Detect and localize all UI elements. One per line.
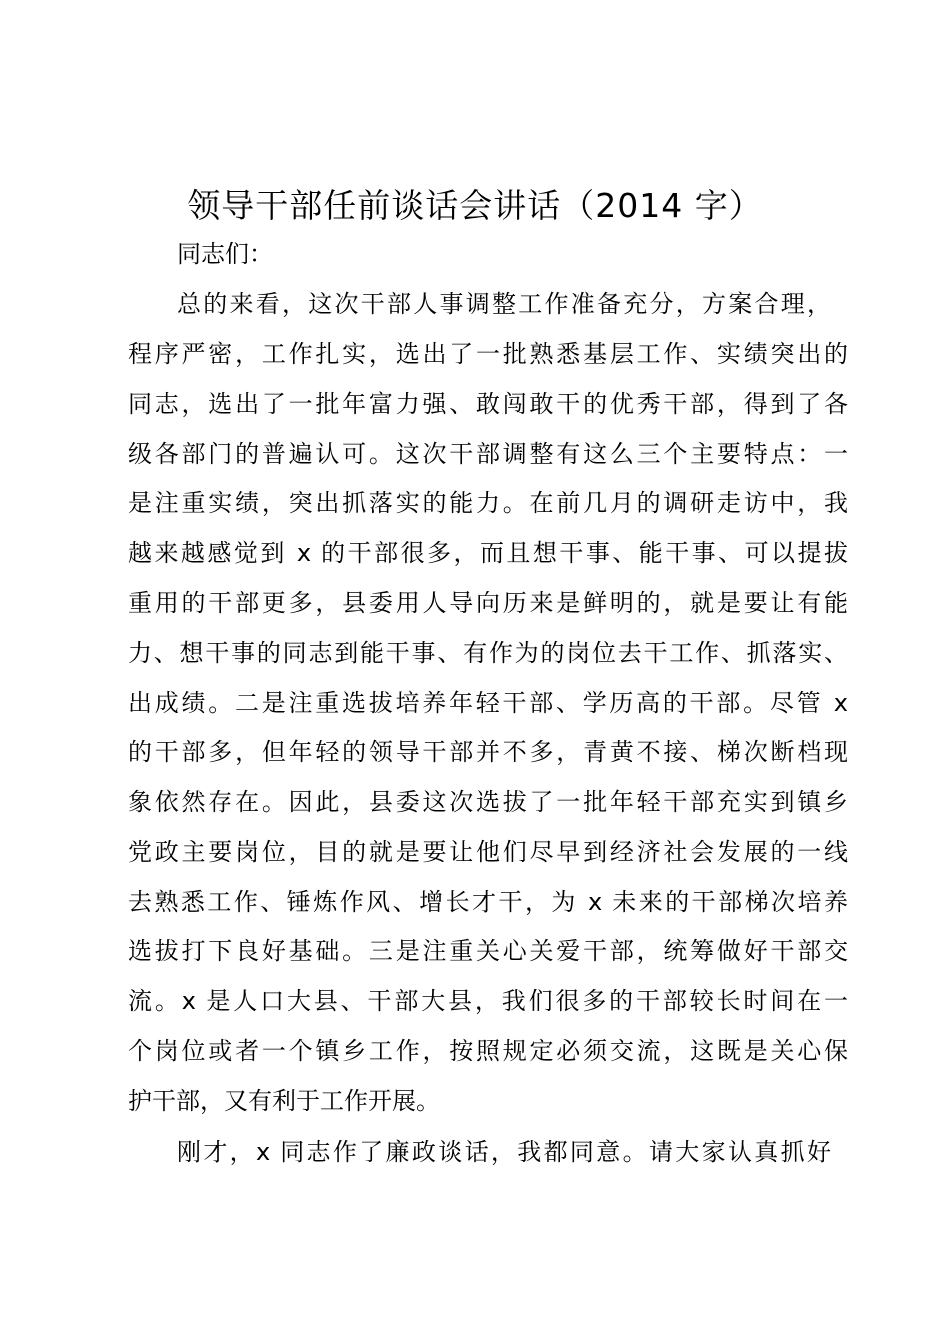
- paragraph-line: 党政主要岗位，目的就是要让他们尽早到经济社会发展的一线: [128, 838, 848, 866]
- paragraph-line: 出成绩。二是注重选拔培养年轻干部、学历高的干部。尽管 x: [128, 689, 848, 717]
- paragraph-line: 力、想干事的同志到能干事、有作为的岗位去干工作、抓落实、: [128, 639, 848, 667]
- paragraph-line: 护干部，又有利于工作开展。: [128, 1087, 440, 1115]
- paragraph-line: 重用的干部更多，县委用人导向历来是鲜明的，就是要让有能: [128, 589, 848, 617]
- paragraph-line: 象依然存在。因此，县委这次选拔了一批年轻干部充实到镇乡: [128, 788, 848, 816]
- paragraph-line: 级各部门的普遍认可。这次干部调整有这么三个主要特点：一: [128, 440, 848, 468]
- document-title: 领导干部任前谈话会讲话（2014 字）: [187, 186, 763, 225]
- paragraph-line: 越来越感觉到 x 的干部很多，而且想干事、能干事、可以提拔: [128, 539, 848, 567]
- paragraph-line: 总的来看，这次干部人事调整工作准备充分，方案合理，: [177, 290, 831, 318]
- paragraph-line: 个岗位或者一个镇乡工作，按照规定必须交流，这既是关心保: [128, 1037, 848, 1065]
- paragraph-line: 流。x 是人口大县、干部大县，我们很多的干部较长时间在一: [128, 987, 848, 1015]
- paragraph-line: 去熟悉工作、锤炼作风、增长才干，为 x 未来的干部梯次培养: [128, 888, 848, 916]
- paragraph-line: 的干部多，但年轻的领导干部并不多，青黄不接、梯次断档现: [128, 738, 848, 766]
- paragraph-line: 同志，选出了一批年富力强、敢闯敢干的优秀干部，得到了各: [128, 390, 848, 418]
- paragraph-line: 刚才，x 同志作了廉政谈话，我都同意。请大家认真抓好: [177, 1138, 831, 1166]
- paragraph-line: 程序严密，工作扎实，选出了一批熟悉基层工作、实绩突出的: [128, 340, 848, 368]
- greeting: 同志们：: [177, 240, 273, 268]
- paragraph-line: 是注重实绩，突出抓落实的能力。在前几月的调研走访中，我: [128, 489, 848, 517]
- paragraph-line: 选拔打下良好基础。三是注重关心关爱干部，统筹做好干部交: [128, 937, 848, 965]
